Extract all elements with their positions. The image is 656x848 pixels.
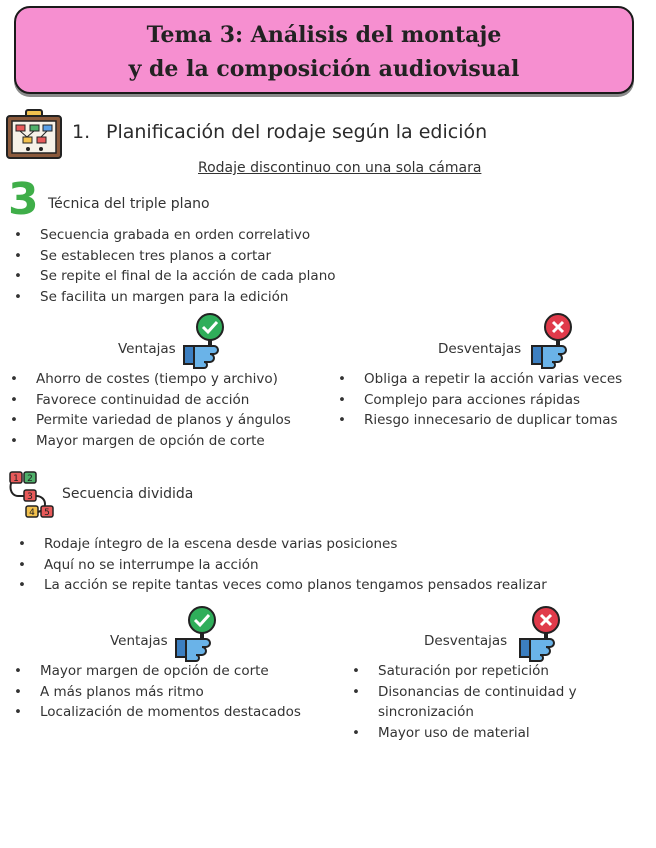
triple-plano-bullets [14, 225, 336, 307]
list-item: • Rodaje íntegro de la escena desde varias posiciones [18, 534, 547, 555]
list-item: • Localización de momentos destacados [14, 702, 301, 723]
thumbs-cross-icon [518, 605, 564, 667]
list-item: • Favorece continuidad de acción [10, 390, 291, 411]
section-heading [72, 121, 487, 143]
list-item: • Mayor margen de opción de corte [10, 431, 291, 452]
list-item: • Ahorro de costes (tiempo y archivo) [10, 369, 291, 390]
ventajas-label: Ventajas [118, 341, 176, 357]
list-item: • Se facilita un margen para la edición [14, 287, 336, 308]
title-line-1: Tema 3: Análisis del montaje [146, 22, 502, 48]
triple-desventajas-list [338, 369, 622, 431]
list-item: • Saturación por repetición [352, 661, 577, 682]
list-item: • Complejo para acciones rápidas [338, 390, 622, 411]
dividida-desventajas-list [352, 661, 577, 743]
list-item: • Permite variedad de planos y ángulos [10, 410, 291, 431]
ventajas-label: Ventajas [110, 633, 168, 649]
dividida-ventajas-list [14, 661, 301, 723]
secuencia-dividida-title: Secuencia dividida [62, 486, 194, 502]
step-label: 4 [29, 508, 35, 518]
section-number: 1. [72, 121, 91, 143]
step-label: 5 [44, 508, 50, 518]
list-item: • Se repite el final de la acción de cada plano [14, 266, 336, 287]
list-item: • Obliga a repetir la acción varias veces [338, 369, 622, 390]
flowchart-board-icon [4, 108, 64, 164]
list-item: • A más planos más ritmo [14, 682, 301, 703]
step-label: 3 [27, 492, 33, 502]
list-item: • Mayor uso de material [352, 723, 577, 744]
title-banner [14, 6, 634, 94]
numbered-steps-icon [6, 470, 58, 524]
thumbs-check-icon [172, 605, 218, 667]
step-label: 1 [13, 474, 19, 484]
thumbs-cross-icon [530, 312, 576, 374]
step-label: 2 [27, 474, 33, 484]
thumbs-check-icon [180, 312, 226, 374]
list-item: • Aquí no se interrumpe la acción [18, 555, 547, 576]
section-subheading: Rodaje discontinuo con una sola cámara [198, 160, 482, 176]
section-heading-text: Planificación del rodaje según la edición [106, 121, 488, 143]
list-item: • Disonancias de continuidad y [352, 682, 577, 703]
triple-ventajas-list [10, 369, 291, 451]
list-item: • Riesgo innecesario de duplicar tomas [338, 410, 622, 431]
desventajas-label: Desventajas [424, 633, 508, 649]
desventajas-label: Desventajas [438, 341, 522, 357]
list-item: • Secuencia grabada en orden correlativo [14, 225, 336, 246]
dividida-bullets [18, 534, 547, 596]
title-line-2: y de la composición audiovisual [128, 56, 520, 82]
list-item-continuation: sincronización [378, 704, 474, 720]
number-three-badge: 3 [8, 174, 39, 225]
list-item: • Se establecen tres planos a cortar [14, 246, 336, 267]
list-item: • La acción se repite tantas veces como planos tengamos pensados realizar [18, 575, 547, 596]
triple-plano-title: Técnica del triple plano [48, 196, 210, 212]
list-item: • Mayor margen de opción de corte [14, 661, 301, 682]
